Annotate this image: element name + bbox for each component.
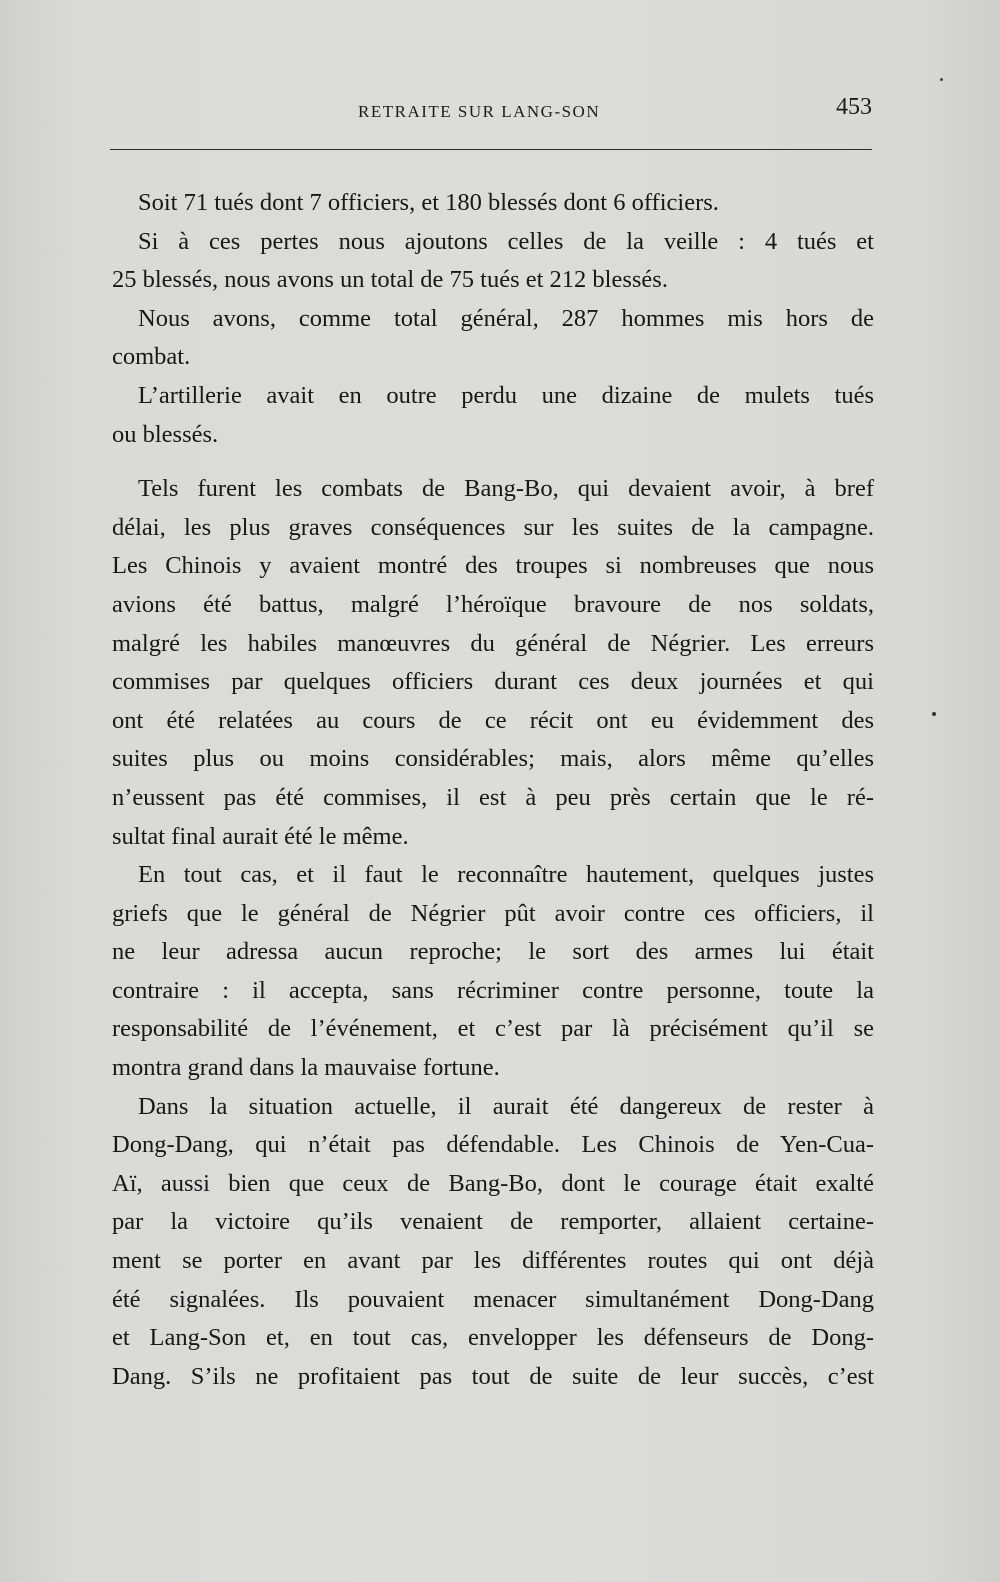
paragraph — [112, 300, 874, 377]
paragraph — [112, 223, 874, 300]
header-rule — [110, 149, 872, 150]
text-line: contraire : il accepta, sans récriminer contre personne, toute la — [112, 976, 874, 1004]
text-line: malgré les habiles manœuvres du général de Négrier. Les erreurs — [112, 629, 874, 657]
text-line: Tels furent les combats de Bang-Bo, qui devaient avoir, à bref — [138, 475, 874, 503]
ink-speck — [932, 712, 936, 716]
text-line: et Lang-Son et, en tout cas, envelopper les défenseurs de Dong- — [112, 1324, 874, 1352]
paragraph — [112, 184, 874, 223]
text-line: Soit 71 tués dont 7 officiers, et 180 blessés dont 6 officiers. — [138, 189, 719, 216]
text-line: Aï, aussi bien que ceux de Bang-Bo, dont le courage était exalté — [112, 1169, 874, 1197]
body-text — [112, 184, 874, 1396]
page-header — [110, 92, 872, 132]
text-line: griefs que le général de Négrier pût avoir contre ces officiers, il — [112, 899, 874, 927]
text-line: Dang. S’ils ne profitaient pas tout de suite de leur succès, c’est — [112, 1362, 874, 1390]
text-line: montra grand dans la mauvaise fortune. — [112, 1054, 500, 1082]
paragraph — [112, 377, 874, 454]
text-line: par la victoire qu’ils venaient de remporter, allaient certaine- — [112, 1208, 874, 1236]
page-number: 453 — [836, 94, 872, 120]
text-line: L’artillerie avait en outre perdu une dizaine de mulets tués — [138, 381, 874, 409]
text-line: ne leur adressa aucun reproche; le sort des armes lui était — [112, 938, 874, 966]
text-line: Nous avons, comme total général, 287 hommes mis hors de — [138, 304, 874, 332]
text-line: Si à ces pertes nous ajoutons celles de la veille : 4 tués et — [138, 227, 874, 255]
paragraph — [112, 1088, 874, 1397]
paragraph — [112, 470, 874, 856]
text-line: Dong-Dang, qui n’était pas défendable. Les Chinois de Yen-Cua- — [112, 1131, 874, 1159]
text-line: avions été battus, malgré l’héroïque bravoure de nos soldats, — [112, 590, 874, 618]
text-line: été signalées. Ils pouvaient menacer simultanément Dong-Dang — [112, 1285, 874, 1313]
text-line: suites plus ou moins considérables; mais, alors même qu’elles — [112, 745, 874, 773]
text-line: responsabilité de l’événement, et c’est par là précisément qu’il se — [112, 1015, 874, 1043]
text-line: délai, les plus graves conséquences sur les suites de la campagne. — [112, 513, 874, 541]
text-line: En tout cas, et il faut le reconnaître hautement, quelques justes — [138, 861, 874, 889]
text-line: ment se porter en avant par les différentes routes qui ont déjà — [112, 1247, 874, 1275]
text-line: combat. — [112, 343, 191, 371]
text-line: commises par quelques officiers durant ces deux journées et qui — [112, 668, 874, 696]
text-line: Les Chinois y avaient montré des troupes si nombreuses que nous — [112, 552, 874, 580]
text-line: n’eussent pas été commises, il est à peu près certain que le ré- — [112, 783, 874, 811]
running-title: RETRAITE SUR LANG-SON — [358, 102, 601, 121]
text-line: 25 blessés, nous avons un total de 75 tués et 212 blessés. — [112, 266, 668, 294]
section-gap — [112, 454, 874, 470]
text-line: ont été relatées au cours de ce récit ont eu évidemment des — [112, 706, 874, 734]
text-line: sultat final aurait été le même. — [112, 822, 409, 850]
text-line: Dans la situation actuelle, il aurait été dangereux de rester à — [138, 1092, 874, 1120]
text-line: ou blessés. — [112, 420, 219, 448]
ink-speck — [940, 78, 943, 81]
paragraph — [112, 856, 874, 1088]
